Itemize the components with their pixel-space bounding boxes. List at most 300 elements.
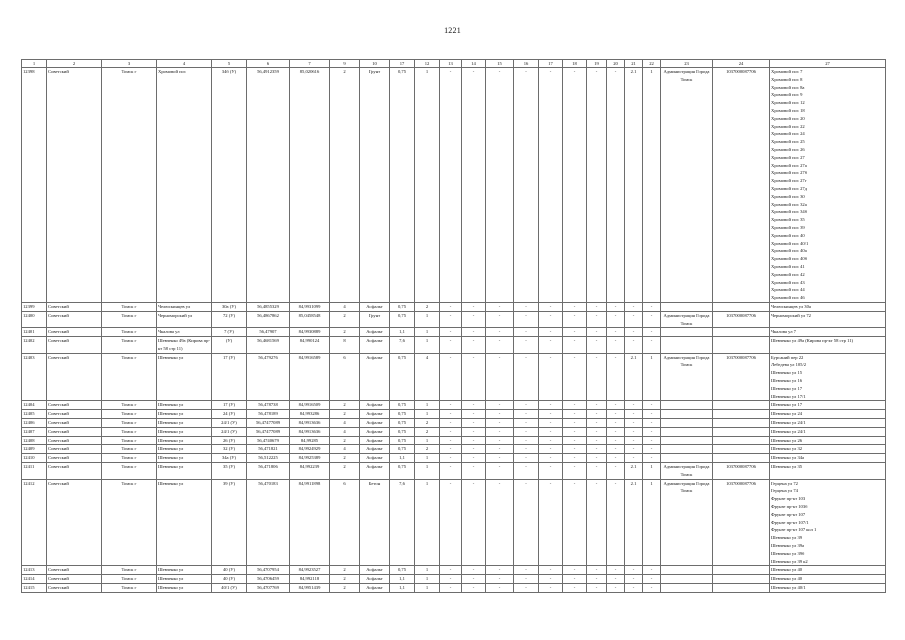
addresses-cell	[770, 436, 886, 445]
col-20-cell: -	[607, 302, 625, 311]
width-cell: 0,75	[390, 463, 415, 480]
surface-cell: Асфальт	[360, 353, 390, 401]
col-22-cell: -	[643, 427, 661, 436]
longitude-cell: 84,9911898	[290, 479, 330, 566]
col-20-cell: -	[607, 479, 625, 566]
col-16-cell: -	[514, 401, 539, 410]
lanes-cell: 4	[330, 302, 360, 311]
address-item: Чкалова ул 7	[771, 329, 796, 335]
col-21-cell: -	[625, 566, 643, 575]
ogrn-cell	[713, 427, 770, 436]
col-21-cell: 2.1	[625, 463, 643, 480]
table-row	[22, 311, 886, 328]
col-21-cell: -	[625, 337, 643, 354]
address-item: Черноморский ул 72	[771, 312, 811, 318]
col-22-cell: -	[643, 575, 661, 584]
col-20-cell: -	[607, 566, 625, 575]
address-item: Шевченко ул 17/1	[771, 393, 806, 399]
col-17-cell: -	[539, 419, 563, 428]
latitude-cell: 56,4706459	[247, 575, 290, 584]
col-17-cell: -	[539, 463, 563, 480]
address-item: Герцена ул 72	[771, 480, 798, 486]
house-cell: 39 (У)	[212, 479, 247, 566]
owner-cell	[661, 410, 713, 419]
longitude-cell: 84,9923527	[290, 566, 330, 575]
record-id-cell: 12412	[22, 479, 47, 566]
col-14-cell: -	[462, 353, 486, 401]
surface-cell: Грунт	[360, 311, 390, 328]
surface-cell: Асфальт	[360, 454, 390, 463]
house-cell: 35 (У)	[212, 463, 247, 480]
table-row	[22, 401, 886, 410]
city-cell: Томск г	[102, 353, 157, 401]
address-item: Шевченко ул 32	[771, 446, 803, 452]
col-21-cell: 2.1	[625, 68, 643, 303]
latitude-cell: 56,47477089	[247, 419, 290, 428]
address-item: Хромовой пос 27б	[771, 170, 808, 176]
col-17-cell: -	[539, 445, 563, 454]
column-number-header: 12	[415, 60, 440, 68]
owner-cell	[661, 445, 713, 454]
address-item: Хромовой пос 39	[771, 224, 805, 230]
address-item: Бурсаний пер 22	[771, 354, 804, 360]
col-14-cell: -	[462, 566, 486, 575]
col-18-cell: -	[563, 436, 587, 445]
city-cell: Томск г	[102, 302, 157, 311]
city-cell: Томск г	[102, 479, 157, 566]
addresses-cell	[770, 427, 886, 436]
surface-cell: Асфальт	[360, 427, 390, 436]
latitude-cell: 56,4707954	[247, 566, 290, 575]
col-15-cell: -	[486, 401, 514, 410]
col-14-cell: -	[462, 454, 486, 463]
ogrn-cell	[713, 454, 770, 463]
col-18-cell: -	[563, 337, 587, 354]
lanes-cell: 2	[330, 454, 360, 463]
col-15-cell: -	[486, 584, 514, 593]
district-cell: Советский	[47, 328, 102, 337]
address-item: Хромовой пос 40а	[771, 248, 807, 254]
col-13-cell: -	[440, 337, 462, 354]
col-15-cell: -	[486, 436, 514, 445]
col-22-cell: -	[643, 410, 661, 419]
table-row	[22, 575, 886, 584]
col-19-cell: -	[587, 328, 607, 337]
col-13-cell: -	[440, 68, 462, 303]
address-item: Фрунзе пр-кт 107 кол 1	[771, 527, 817, 533]
col-17-cell: -	[539, 353, 563, 401]
city-cell: Томск г	[102, 311, 157, 328]
col-12-cell: 2	[415, 419, 440, 428]
col-21-cell: -	[625, 454, 643, 463]
column-number-header: 6	[247, 60, 290, 68]
col-19-cell: -	[587, 479, 607, 566]
longitude-cell: 84,9916509	[290, 401, 330, 410]
col-17-cell: -	[539, 566, 563, 575]
address-item: Шевченко ул 40/1	[771, 585, 806, 590]
surface-cell: Асфальт	[360, 302, 390, 311]
addresses-cell	[770, 328, 886, 337]
address-item: Челюскинцев ул 30а	[771, 303, 811, 309]
column-number-header: 20	[607, 60, 625, 68]
col-13-cell: -	[440, 401, 462, 410]
ogrn-cell	[713, 337, 770, 354]
district-cell: Советский	[47, 427, 102, 436]
col-15-cell: -	[486, 463, 514, 480]
col-13-cell: -	[440, 353, 462, 401]
width-cell: 1,1	[390, 575, 415, 584]
address-item: Фрунзе пр-кт 103б	[771, 504, 808, 510]
col-17-cell: -	[539, 454, 563, 463]
house-cell: 32 (У)	[212, 445, 247, 454]
col-22-cell: -	[643, 302, 661, 311]
col-18-cell: -	[563, 328, 587, 337]
address-item: Фрунзе пр-кт 107/1	[771, 519, 809, 525]
col-18-cell: -	[563, 311, 587, 328]
city-cell: Томск г	[102, 68, 157, 303]
col-18-cell: -	[563, 353, 587, 401]
col-22-cell: -	[643, 436, 661, 445]
ogrn-cell: 1037000087706	[713, 479, 770, 566]
district-cell: Советский	[47, 436, 102, 445]
record-id-cell: 12398	[22, 68, 47, 303]
col-14-cell: -	[462, 445, 486, 454]
address-item: Хромовой пос 27г	[771, 178, 807, 184]
col-16-cell: -	[514, 454, 539, 463]
col-14-cell: -	[462, 427, 486, 436]
col-22-cell: -	[643, 311, 661, 328]
latitude-cell: 56,4707769	[247, 584, 290, 593]
address-item: Шевченко ул 24/1	[771, 420, 806, 426]
longitude-cell: 84,9924929	[290, 445, 330, 454]
col-17-cell: -	[539, 337, 563, 354]
col-16-cell: -	[514, 302, 539, 311]
addresses-cell	[770, 566, 886, 575]
district-cell: Советский	[47, 463, 102, 480]
latitude-cell: 56,4867862	[247, 311, 290, 328]
surface-cell: Асфальт	[360, 566, 390, 575]
col-16-cell: -	[514, 575, 539, 584]
record-id-cell: 12415	[22, 584, 47, 593]
city-cell: Томск г	[102, 463, 157, 480]
col-12-cell: 2	[415, 427, 440, 436]
street-cell: Шевченко ул	[157, 454, 212, 463]
city-cell: Томск г	[102, 445, 157, 454]
ogrn-cell: 1037000087706	[713, 68, 770, 303]
addresses-cell	[770, 353, 886, 401]
surface-cell: Асфальт	[360, 463, 390, 480]
address-item: Шевченко ул 49а (Кирова пр-кт 58 стр 11)	[771, 338, 854, 344]
col-18-cell: -	[563, 427, 587, 436]
col-14-cell: -	[462, 401, 486, 410]
address-item: Шевченко ул 39 к2	[771, 558, 808, 564]
col-15-cell: -	[486, 337, 514, 354]
col-14-cell: -	[462, 575, 486, 584]
col-17-cell: -	[539, 311, 563, 328]
col-22-cell: -	[643, 566, 661, 575]
ogrn-cell: 1037000087706	[713, 353, 770, 401]
col-17-cell: -	[539, 479, 563, 566]
width-cell: 0,75	[390, 436, 415, 445]
col-21-cell: 2.1	[625, 353, 643, 401]
col-16-cell: -	[514, 328, 539, 337]
table-row	[22, 454, 886, 463]
house-cell: 7 (У)	[212, 328, 247, 337]
column-number-header: 14	[462, 60, 486, 68]
col-20-cell: -	[607, 427, 625, 436]
address-item: Шевченко ул 15	[771, 370, 803, 376]
lanes-cell: 6	[330, 353, 360, 401]
col-19-cell: -	[587, 445, 607, 454]
col-18-cell: -	[563, 68, 587, 303]
owner-cell	[661, 419, 713, 428]
col-17-cell: -	[539, 584, 563, 593]
address-item: Шевченко ул 39б	[771, 550, 805, 556]
col-21-cell: -	[625, 427, 643, 436]
lanes-cell: 6	[330, 479, 360, 566]
col-19-cell: -	[587, 575, 607, 584]
lanes-cell: 2	[330, 575, 360, 584]
addresses-cell	[770, 584, 886, 593]
ogrn-cell	[713, 436, 770, 445]
street-cell: Чкалова ул	[157, 328, 212, 337]
column-number-header: 10	[360, 60, 390, 68]
col-15-cell: -	[486, 311, 514, 328]
column-number-header: 27	[770, 60, 886, 68]
address-item: Хромовой пос 44	[771, 287, 805, 293]
col-13-cell: -	[440, 328, 462, 337]
column-number-header: 21	[625, 60, 643, 68]
width-cell: 0,75	[390, 566, 415, 575]
page-number: 1221	[444, 26, 461, 35]
city-cell: Томск г	[102, 566, 157, 575]
street-cell: Шевченко ул	[157, 479, 212, 566]
address-item: Шевченко ул 39а	[771, 543, 805, 549]
col-15-cell: -	[486, 302, 514, 311]
lanes-cell: 2	[330, 410, 360, 419]
address-item: Хромовой пос 9	[771, 92, 803, 98]
longitude-cell: 85,0458548	[290, 311, 330, 328]
addresses-cell	[770, 337, 886, 354]
ogrn-cell	[713, 302, 770, 311]
latitude-cell: 56,47907	[247, 328, 290, 337]
surface-cell: Асфальт	[360, 328, 390, 337]
lanes-cell: 4	[330, 427, 360, 436]
col-21-cell: -	[625, 575, 643, 584]
address-item: Фрунзе пр-кт 103	[771, 496, 806, 502]
col-16-cell: -	[514, 445, 539, 454]
owner-cell	[661, 566, 713, 575]
city-cell: Томск г	[102, 328, 157, 337]
record-id-cell: 12410	[22, 454, 47, 463]
address-item: Шевченко ул 24/1	[771, 428, 806, 434]
longitude-cell: 84,992118	[290, 575, 330, 584]
street-cell: Черноморский ул	[157, 311, 212, 328]
col-20-cell: -	[607, 328, 625, 337]
col-20-cell: -	[607, 445, 625, 454]
owner-cell: Администрация Города Томск	[661, 463, 713, 480]
ogrn-cell	[713, 566, 770, 575]
col-21-cell: -	[625, 410, 643, 419]
surface-cell: Асфальт	[360, 419, 390, 428]
district-cell: Советский	[47, 575, 102, 584]
address-item: Хромовой пос 18	[771, 107, 805, 113]
surface-cell: Асфальт	[360, 410, 390, 419]
longitude-cell: 84,9931099	[290, 302, 330, 311]
col-22-cell: -	[643, 584, 661, 593]
col-20-cell: -	[607, 463, 625, 480]
column-number-header: 22	[643, 60, 661, 68]
record-id-cell: 12409	[22, 445, 47, 454]
col-17-cell: -	[539, 436, 563, 445]
col-18-cell: -	[563, 302, 587, 311]
col-16-cell: -	[514, 68, 539, 303]
longitude-cell: 85,020616	[290, 68, 330, 303]
table-row	[22, 337, 886, 354]
address-item: Шевченко ул 39	[771, 535, 803, 541]
width-cell: 0,75	[390, 311, 415, 328]
latitude-cell: 56,47477089	[247, 427, 290, 436]
house-cell: 40 (У)	[212, 575, 247, 584]
width-cell: 1,1	[390, 454, 415, 463]
col-20-cell: -	[607, 337, 625, 354]
address-item: Лебедева ул 105/2	[771, 362, 807, 368]
record-id-cell: 12413	[22, 566, 47, 575]
column-number-header: 24	[713, 60, 770, 68]
city-cell: Томск г	[102, 337, 157, 354]
col-12-cell: 1	[415, 575, 440, 584]
house-cell: 17 (У)	[212, 353, 247, 401]
street-cell: Шевченко ул	[157, 566, 212, 575]
table-header-row	[22, 60, 886, 68]
street-cell: Челюскинцев ул	[157, 302, 212, 311]
col-17-cell: -	[539, 401, 563, 410]
col-22-cell: -	[643, 337, 661, 354]
street-cell: Шевченко ул	[157, 419, 212, 428]
address-item: Шевченко ул 17	[771, 402, 803, 408]
col-15-cell: -	[486, 479, 514, 566]
col-16-cell: -	[514, 419, 539, 428]
longitude-cell: 84,9913636	[290, 419, 330, 428]
col-19-cell: -	[587, 419, 607, 428]
table-row	[22, 353, 886, 401]
district-cell: Советский	[47, 479, 102, 566]
lanes-cell: 4	[330, 445, 360, 454]
addresses-cell	[770, 419, 886, 428]
col-15-cell: -	[486, 410, 514, 419]
address-item: Хромовой пос 22	[771, 123, 805, 129]
col-15-cell: -	[486, 454, 514, 463]
column-number-header: 3	[102, 60, 157, 68]
address-item: Хромовой пос 40/1	[771, 240, 809, 246]
addresses-cell	[770, 410, 886, 419]
column-number-header: 5	[212, 60, 247, 68]
district-cell: Советский	[47, 419, 102, 428]
addresses-cell	[770, 68, 886, 303]
district-cell: Советский	[47, 311, 102, 328]
address-item: Хромовой пос 20	[771, 115, 805, 121]
col-22-cell: 1	[643, 68, 661, 303]
col-12-cell: 1	[415, 328, 440, 337]
city-cell: Томск г	[102, 584, 157, 593]
address-item: Хромовой пос 12	[771, 100, 805, 106]
col-18-cell: -	[563, 584, 587, 593]
col-18-cell: -	[563, 401, 587, 410]
col-15-cell: -	[486, 427, 514, 436]
house-cell: 34а (У)	[212, 454, 247, 463]
col-18-cell: -	[563, 454, 587, 463]
col-13-cell: -	[440, 419, 462, 428]
surface-cell: Асфальт	[360, 337, 390, 354]
width-cell: 0,75	[390, 419, 415, 428]
street-cell: Шевченко ул	[157, 410, 212, 419]
address-item: Герцена ул 74	[771, 488, 798, 494]
city-cell: Томск г	[102, 454, 157, 463]
longitude-cell: 84,992239	[290, 463, 330, 480]
col-22-cell: -	[643, 401, 661, 410]
column-number-header: 13	[440, 60, 462, 68]
table-row	[22, 445, 886, 454]
street-cell: Шевченко ул	[157, 436, 212, 445]
address-item: Шевченко ул 24	[771, 411, 803, 417]
address-item: Хромовой пос 7	[771, 69, 803, 74]
addresses-cell	[770, 454, 886, 463]
owner-cell: Администрация Города Томск	[661, 68, 713, 303]
col-14-cell: -	[462, 584, 486, 593]
table-row	[22, 427, 886, 436]
table-row	[22, 584, 886, 593]
col-13-cell: -	[440, 566, 462, 575]
longitude-cell: 84,9951439	[290, 584, 330, 593]
table-row	[22, 410, 886, 419]
lanes-cell: 2	[330, 311, 360, 328]
house-cell: (У)	[212, 337, 247, 354]
col-18-cell: -	[563, 410, 587, 419]
col-14-cell: -	[462, 479, 486, 566]
address-item: Шевченко ул 40	[771, 576, 803, 582]
table-row	[22, 419, 886, 428]
col-21-cell: -	[625, 419, 643, 428]
city-cell: Томск г	[102, 410, 157, 419]
col-15-cell: -	[486, 575, 514, 584]
col-12-cell: 4	[415, 353, 440, 401]
col-12-cell: 1	[415, 463, 440, 480]
col-18-cell: -	[563, 419, 587, 428]
col-13-cell: -	[440, 410, 462, 419]
surface-cell: Асфальт	[360, 584, 390, 593]
width-cell: 7,6	[390, 337, 415, 354]
record-id-cell: 12399	[22, 302, 47, 311]
col-20-cell: -	[607, 353, 625, 401]
col-19-cell: -	[587, 401, 607, 410]
owner-cell	[661, 328, 713, 337]
address-item: Хромовой пос 25	[771, 139, 805, 145]
width-cell: 0,75	[390, 410, 415, 419]
col-16-cell: -	[514, 463, 539, 480]
column-number-header: 15	[486, 60, 514, 68]
latitude-cell: 56,471821	[247, 445, 290, 454]
col-17-cell: -	[539, 328, 563, 337]
address-item: Шевченко ул 34а	[771, 455, 805, 461]
col-17-cell: -	[539, 410, 563, 419]
width-cell: 0,75	[390, 427, 415, 436]
col-17-cell: -	[539, 427, 563, 436]
col-22-cell: -	[643, 445, 661, 454]
col-20-cell: -	[607, 436, 625, 445]
col-21-cell: -	[625, 445, 643, 454]
lanes-cell: 2	[330, 401, 360, 410]
record-id-cell: 12402	[22, 337, 47, 354]
